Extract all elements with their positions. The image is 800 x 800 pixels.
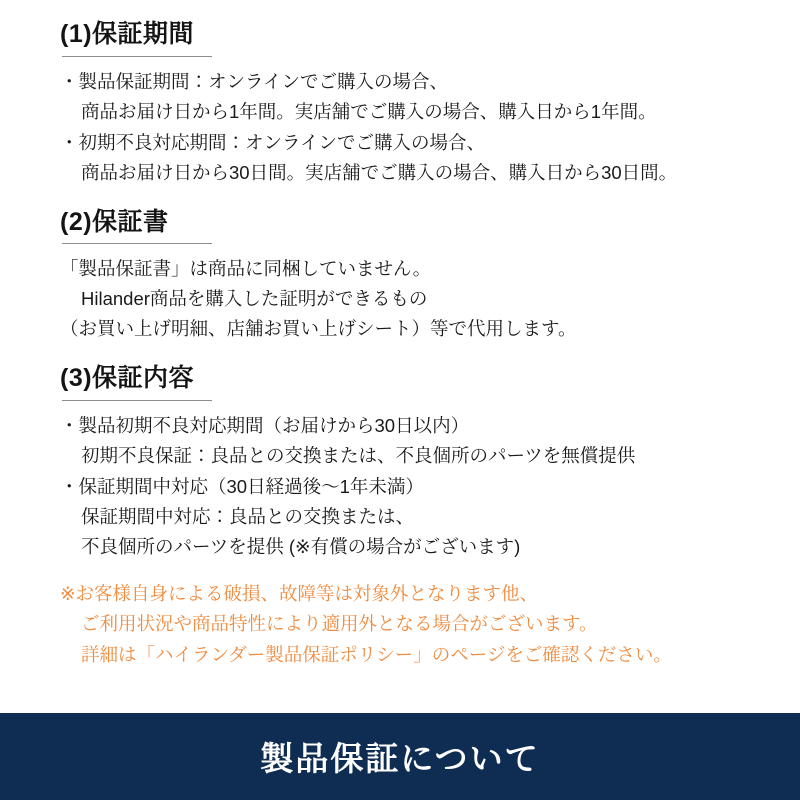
list-item	[60, 254, 756, 344]
disclaimer-note	[60, 579, 756, 670]
title-underline	[62, 400, 212, 401]
list-item	[60, 128, 756, 188]
list-item-line: ・保証期間中対応（30日経過後〜1年未満）	[60, 475, 424, 497]
list-item-line: Hilander商品を購入した証明ができるもの	[81, 288, 428, 310]
title-underline	[62, 56, 212, 57]
section-warranty-period	[60, 18, 756, 188]
list-item-line: 「製品保証書」は商品に同梱していません。	[60, 258, 432, 280]
list-item	[60, 472, 756, 562]
section-warranty-certificate	[60, 206, 756, 345]
note-line: 詳細は「ハイランダー製品保証ポリシー」のページをご確認ください。	[81, 643, 672, 665]
note-line: ※お客様自身による破損、故障等は対象外となります他、	[60, 582, 539, 604]
list-item-line: ・初期不良対応期間：オンラインでご購入の場合、	[60, 131, 485, 153]
section-warranty-coverage	[60, 362, 756, 562]
list-item-line: ・製品初期不良対応期間（お届けから30日以内）	[60, 415, 470, 437]
section-body	[60, 67, 756, 188]
list-item-line: 不良個所のパーツを提供 (※有償の場合がございます)	[81, 535, 521, 557]
list-item-line: 保証期間中対応：良品との交換または、	[81, 505, 415, 527]
footer-title: 製品保証について	[260, 740, 540, 777]
section-title: (1)保証期間	[60, 20, 195, 48]
list-item-line: （お買い上げ明細、店舗お買い上げシート）等で代用します。	[60, 318, 577, 340]
list-item-line: 初期不良保証：良品との交換または、不良個所のパーツを無償提供	[81, 445, 636, 466]
note-line: ご利用状況や商品特性により適用外となる場合がございます。	[81, 613, 598, 635]
list-item	[60, 411, 756, 471]
footer-banner	[0, 713, 800, 800]
section-title: (3)保証内容	[60, 364, 195, 393]
title-underline	[62, 243, 212, 244]
section-body	[60, 254, 756, 344]
list-item-line: 商品お届け日から1年間。実店舗でご購入の場合、購入日から1年間。	[81, 100, 657, 122]
list-item	[60, 67, 756, 127]
section-body	[60, 411, 756, 562]
section-title: (2)保証書	[60, 207, 169, 236]
list-item-line: ・製品保証期間：オンラインでご購入の場合、	[60, 70, 448, 92]
list-item-line: 商品お届け日から30日間。実店舗でご購入の場合、購入日から30日間。	[81, 161, 678, 183]
